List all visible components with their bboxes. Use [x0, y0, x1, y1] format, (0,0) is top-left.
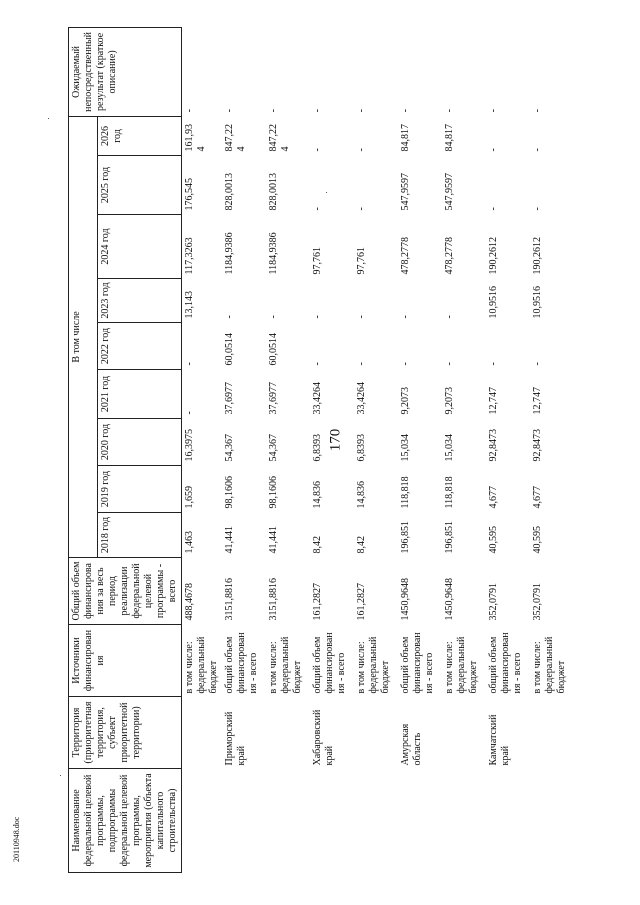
- cell-year-value: 176,545: [184, 178, 195, 211]
- cell-territory: Приморский край: [224, 711, 247, 766]
- cell-year-value: -: [488, 207, 499, 211]
- table-row: [486, 27, 530, 872]
- cell-source: в том числе: федеральный бюджет: [184, 636, 219, 694]
- cell-year-value: 4,677: [488, 486, 499, 509]
- table-row: [222, 27, 266, 872]
- cell-year-value: 828,0013: [224, 173, 235, 211]
- financing-table: [68, 27, 574, 873]
- cell-year-value: 37,6977: [268, 382, 279, 415]
- rotated-table-container: [68, 28, 572, 873]
- document-footer: 20110948.doc: [12, 816, 21, 862]
- cell-year-value: 60,0514: [224, 333, 235, 366]
- table-row: [530, 27, 574, 872]
- cell-year-value: 40,595: [488, 526, 499, 554]
- cell-year-value: 12,747: [488, 387, 499, 415]
- scan-speck: [326, 192, 327, 193]
- cell-year-value: 14,836: [312, 481, 323, 509]
- cell-territory: [354, 697, 398, 769]
- header-year: 2021 год: [97, 370, 181, 419]
- cell-year-value: 16,3975: [184, 429, 195, 462]
- cell-year-value: 1,659: [184, 486, 195, 509]
- header-year: 2023 год: [97, 279, 181, 323]
- cell-year-value: 10,9516: [532, 286, 543, 319]
- cell-year-value: 33,4264: [356, 382, 367, 415]
- cell-year-value: -: [488, 362, 499, 366]
- table-row: [266, 27, 310, 872]
- cell-year-value: 161,934: [184, 124, 207, 152]
- cell-name: [442, 769, 486, 873]
- header-total: Общий объем финансирования за весь период реализации федеральной целевой программы - всего: [69, 558, 182, 625]
- cell-total: 352,0791: [532, 583, 543, 621]
- cell-year-value: -: [184, 362, 195, 366]
- cell-result: -: [312, 109, 323, 113]
- cell-year-value: 8,42: [312, 536, 323, 554]
- cell-year-value: 190,2612: [488, 237, 499, 275]
- cell-year-value: 14,836: [356, 481, 367, 509]
- cell-name: [182, 769, 223, 873]
- table-row: [442, 27, 486, 872]
- cell-total: 352,0791: [488, 583, 499, 621]
- cell-year-value: -: [488, 148, 499, 152]
- cell-year-value: 41,441: [224, 526, 235, 554]
- cell-year-value: 84,817: [400, 124, 411, 152]
- cell-year-value: -: [312, 148, 323, 152]
- cell-year-value: -: [184, 411, 195, 415]
- cell-source: в том числе: федеральный бюджет: [444, 636, 479, 694]
- cell-territory: Камчатский край: [488, 714, 511, 766]
- header-source: Источники финансирования: [69, 625, 182, 697]
- header-year: 2025 год: [97, 156, 181, 215]
- cell-year-value: 828,0013: [268, 173, 279, 211]
- cell-year-value: 8,42: [356, 536, 367, 554]
- header-including: В том числе: [69, 116, 98, 557]
- cell-source: в том числе: федеральный бюджет: [268, 636, 303, 694]
- cell-year-value: -: [444, 315, 455, 319]
- cell-year-value: -: [312, 362, 323, 366]
- header-year: 2018 год: [97, 513, 181, 558]
- cell-year-value: 92,8473: [532, 429, 543, 462]
- cell-total: 1450,9648: [444, 578, 455, 621]
- cell-source: в том числе: федеральный бюджет: [532, 636, 567, 694]
- table-row: [182, 27, 223, 872]
- cell-territory: [442, 697, 486, 769]
- cell-source: общий объем финансирования - всего: [312, 632, 347, 694]
- cell-territory: Амурская область: [400, 723, 423, 766]
- cell-territory: Хабаровский край: [312, 709, 335, 766]
- header-year: 2020 год: [97, 419, 181, 466]
- table-body: [182, 27, 575, 872]
- cell-total: 161,2827: [356, 583, 367, 621]
- cell-year-value: 117,3263: [184, 237, 195, 275]
- cell-year-value: 84,817: [444, 124, 455, 152]
- cell-year-value: 847,224: [224, 124, 247, 152]
- table-row: [310, 27, 354, 872]
- cell-year-value: 118,818: [444, 476, 455, 509]
- cell-year-value: 9,2073: [400, 387, 411, 415]
- cell-year-value: -: [312, 315, 323, 319]
- cell-year-value: 847,224: [268, 124, 291, 152]
- cell-result: -: [224, 109, 235, 113]
- cell-year-value: 118,818: [400, 476, 411, 509]
- header-year: 2022 год: [97, 323, 181, 370]
- cell-year-value: 92,8473: [488, 429, 499, 462]
- cell-name: [530, 769, 574, 873]
- cell-year-value: -: [356, 207, 367, 211]
- cell-year-value: -: [400, 315, 411, 319]
- cell-year-value: 196,851: [400, 521, 411, 554]
- table-row: [354, 27, 398, 872]
- header-year: 2024 год: [97, 215, 181, 279]
- cell-year-value: 547,9597: [444, 173, 455, 211]
- cell-year-value: 97,761: [312, 247, 323, 275]
- header-year: 2019 год: [97, 466, 181, 513]
- scan-speck: [60, 775, 61, 776]
- header-result: Ожидаемый непосредственный результат (краткое описание): [69, 27, 182, 116]
- cell-result: -: [532, 109, 543, 113]
- cell-total: 488,4678: [184, 583, 195, 621]
- cell-year-value: 15,034: [400, 434, 411, 462]
- cell-year-value: 9,2073: [444, 387, 455, 415]
- cell-year-value: 37,6977: [224, 382, 235, 415]
- cell-name: [354, 769, 398, 873]
- cell-result: -: [268, 109, 279, 113]
- cell-name: [266, 769, 310, 873]
- scan-speck: [48, 118, 49, 119]
- cell-name: [398, 769, 442, 873]
- cell-year-value: 1184,9386: [268, 232, 279, 275]
- cell-year-value: 60,0514: [268, 333, 279, 366]
- header-name: Наименование федеральной целевой программы, подпрограммы федеральной целевой программы, мероприятия (объекта капитального строительства): [69, 769, 182, 873]
- cell-year-value: 6,8393: [312, 434, 323, 462]
- cell-source: в том числе: федеральный бюджет: [356, 636, 391, 694]
- cell-year-value: 1184,9386: [224, 232, 235, 275]
- cell-total: 3151,8816: [268, 578, 279, 621]
- cell-result: -: [356, 109, 367, 113]
- cell-year-value: 98,1606: [268, 476, 279, 509]
- cell-year-value: 33,4264: [312, 382, 323, 415]
- cell-year-value: 478,2778: [444, 237, 455, 275]
- page-number: 170: [327, 428, 344, 452]
- cell-result: -: [400, 109, 411, 113]
- cell-year-value: -: [356, 362, 367, 366]
- cell-year-value: 41,441: [268, 526, 279, 554]
- cell-year-value: 40,595: [532, 526, 543, 554]
- cell-year-value: -: [268, 315, 279, 319]
- cell-territory: [266, 697, 310, 769]
- cell-result: -: [184, 109, 195, 113]
- table-row: [398, 27, 442, 872]
- cell-year-value: 15,034: [444, 434, 455, 462]
- cell-year-value: 13,143: [184, 291, 195, 319]
- cell-year-value: 4,677: [532, 486, 543, 509]
- cell-total: 1450,9648: [400, 578, 411, 621]
- header-territory: Территория (приоритетная территория, субъект приоритетной территории): [69, 697, 182, 769]
- cell-year-value: 1,463: [184, 531, 195, 554]
- cell-year-value: 12,747: [532, 387, 543, 415]
- cell-year-value: -: [532, 148, 543, 152]
- cell-source: общий объем финансирования - всего: [224, 632, 259, 694]
- cell-year-value: 6,8393: [356, 434, 367, 462]
- cell-result: -: [488, 109, 499, 113]
- cell-year-value: -: [312, 207, 323, 211]
- cell-year-value: -: [532, 207, 543, 211]
- cell-year-value: 10,9516: [488, 286, 499, 319]
- cell-name: [222, 769, 266, 873]
- cell-territory: [182, 697, 223, 769]
- cell-year-value: 190,2612: [532, 237, 543, 275]
- cell-total: 161,2827: [312, 583, 323, 621]
- cell-year-value: 196,851: [444, 521, 455, 554]
- cell-year-value: 98,1606: [224, 476, 235, 509]
- cell-year-value: -: [444, 362, 455, 366]
- header-year: 2026 год: [97, 116, 181, 155]
- cell-year-value: -: [400, 362, 411, 366]
- cell-year-value: 547,9597: [400, 173, 411, 211]
- cell-year-value: -: [224, 315, 235, 319]
- cell-year-value: -: [356, 148, 367, 152]
- cell-name: [486, 769, 530, 873]
- cell-territory: [530, 697, 574, 769]
- cell-source: общий объем финансирования - всего: [400, 632, 435, 694]
- cell-year-value: -: [532, 362, 543, 366]
- cell-year-value: 97,761: [356, 247, 367, 275]
- cell-year-value: 478,2778: [400, 237, 411, 275]
- cell-result: -: [444, 109, 455, 113]
- cell-year-value: -: [356, 315, 367, 319]
- cell-name: [310, 769, 354, 873]
- cell-source: общий объем финансирования - всего: [488, 632, 523, 694]
- cell-year-value: 54,367: [268, 434, 279, 462]
- cell-total: 3151,8816: [224, 578, 235, 621]
- cell-year-value: 54,367: [224, 434, 235, 462]
